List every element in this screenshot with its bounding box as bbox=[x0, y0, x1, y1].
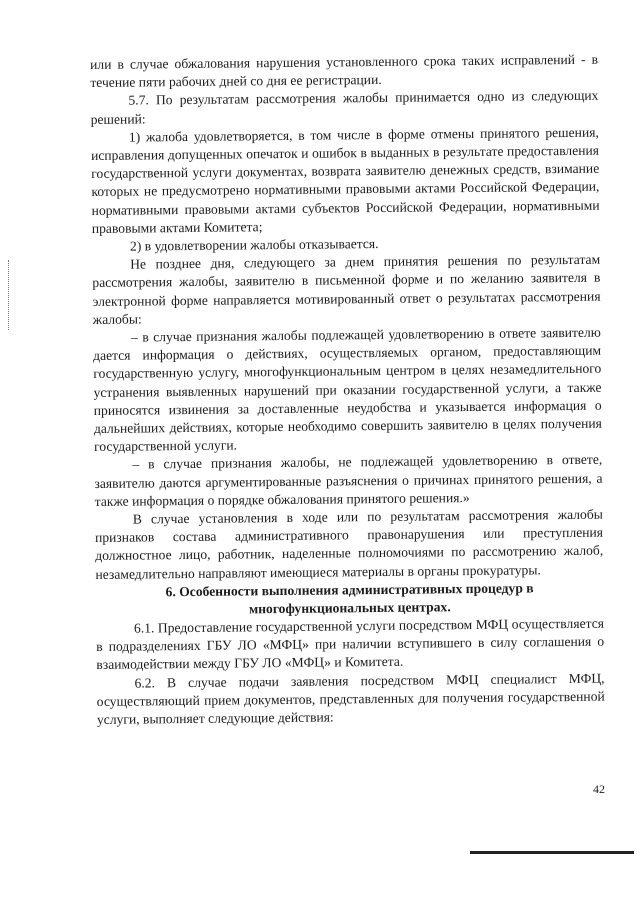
paragraph-response-deadline: Не позднее дня, следующего за днем принятия решения по результатам рассмотрения жалобы, заявителю в письменной форме и по желанию заявителя в электронной форме направляется мотивированный ответ о результатах рассмотрения жалобы: bbox=[92, 251, 601, 327]
list-item-satisfied: – в случае признания жалобы подлежащей удовлетворению в ответе заявителю дается информация о действиях, осуществляемых органом, предоставляющим государственную услугу, многофункциональным центром в целях незамедлительного устранения выявленных нарушений при оказании государственной услуги, а также приносятся извинения за доставленные неудобства и указывается информация о дальнейших действиях, которые необходимо совершить заявителю в целях получения государственной услуги. bbox=[93, 324, 602, 455]
section-heading: 6. Особенности выполнения административных процедур в многофункциональных центрах. bbox=[165, 580, 534, 617]
paragraph-decision-2: 2) в удовлетворении жалобы отказывается. bbox=[129, 236, 379, 254]
page-number: 42 bbox=[593, 782, 605, 796]
list-item-not-satisfied: – в случае признания жалобы, не подлежащей удовлетворению в ответе, заявителю даются аргументированные разъяснения о причинах принятого решения, а также информация о порядке обжалования принятого решения.» bbox=[94, 452, 603, 509]
paragraph-5-7: 5.7. По результатам рассмотрения жалобы принимается одно из следующих решений: bbox=[90, 88, 599, 127]
paragraph-6-1: 6.1. Предоставление государственной услуги посредством МФЦ осуществляется в подразделениях ГБУ ЛО «МФЦ» при наличии вступившего в силу соглашения о взаимодействии между ГБУ ЛО «МФЦ» и Комитета. bbox=[96, 615, 605, 673]
document-page bbox=[90, 51, 605, 729]
paragraph-6-2: 6.2. В случае подачи заявления посредством МФЦ специалист МФЦ, осуществляющий прием документов, представленных для получения государственной услуги, выполняет следующие действия: bbox=[96, 670, 605, 727]
scan-margin-mark bbox=[8, 260, 11, 330]
paragraph-prosecutor: В случае установления в ходе или по результатам рассмотрения жалобы признаков состава административного правонарушения или преступления должностное лицо, работник, наделенные полномочиями по рассмотрению жалоб, незамедлительно направляют имеющиеся материалы в органы прокуратуры. bbox=[94, 506, 604, 582]
paragraph-continuation: или в случае обжалования нарушения установленного срока таких исправлений - в течение пяти рабочих дней со дня ее регистрации. bbox=[90, 51, 599, 91]
paragraph-decision-1: 1) жалоба удовлетворяется, в том числе в форме отмены принятого решения, исправления допущенных опечаток и ошибок в выданных в результате предоставления государственной услуги документах, возврата заявителю денежных средств, взимание которых не предусмотрено нормативными правовыми актами Российской Федерации, нормативными правовыми актами субъектов Российской Федерации, нормативными правовыми актами Комитета; bbox=[90, 124, 600, 236]
footer-rule bbox=[470, 851, 634, 854]
